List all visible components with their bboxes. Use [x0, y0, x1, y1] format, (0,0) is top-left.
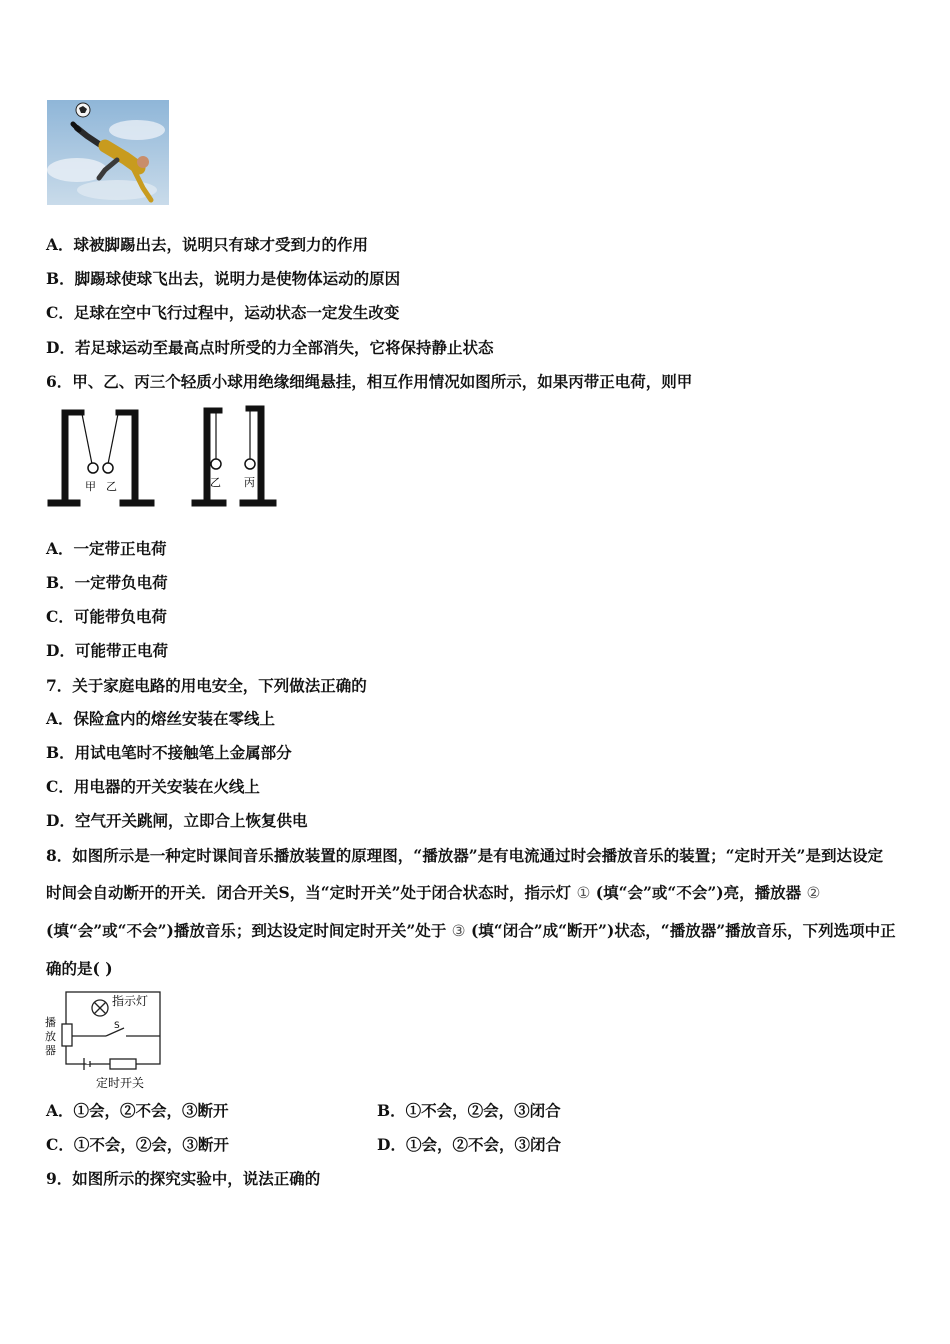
option-b: B．用试电笔时不接触笔上金属部分: [46, 743, 292, 762]
label-bing: 丙: [244, 476, 255, 489]
player-label-1: 播: [45, 1016, 56, 1029]
option-b: B．①不会，②会，③闭合: [377, 1101, 561, 1120]
switch-label: S: [114, 1021, 120, 1031]
label-jia: 甲: [85, 480, 96, 493]
player-label-2: 放: [45, 1030, 56, 1043]
option-c: C．足球在空中飞行过程中，运动状态一定发生改变: [46, 303, 400, 322]
label-yi-2: 乙: [210, 476, 221, 489]
option-c: C．可能带负电荷: [46, 607, 167, 626]
question-6-stem: 6．甲、乙、丙三个轻质小球用绝缘细绳悬挂，相互作用情况如图所示，如果丙带正电荷，则甲: [46, 372, 693, 391]
q8-text-1: 8．如图所示是一种定时课间音乐播放装置的原理图，“播放器”是有电流通过时会播放音乐的装置；“定时开关”是到达设定时间会自动断开的开关．闭合开关S，当“定时开关”处于闭合状态时，指示灯: [46, 846, 883, 902]
lamp-label: 指示灯: [112, 994, 149, 1008]
option-b: B．一定带负电荷: [46, 573, 168, 592]
question-8-stem: [46, 837, 896, 987]
label-yi: 乙: [106, 480, 117, 493]
timer-circuit-diagram: [44, 988, 174, 1092]
question-9-stem: 9．如图所示的探究实验中，说法正确的: [46, 1169, 321, 1188]
option-a: A．保险盒内的熔丝安装在零线上: [46, 709, 276, 728]
blank-2: ②: [806, 884, 821, 902]
option-d: D．①会，②不会，③闭合: [377, 1135, 561, 1154]
option-d: D．可能带正电荷: [46, 641, 168, 660]
option-a: A．①会，②不会，③断开: [46, 1101, 229, 1120]
option-c: C．用电器的开关安装在火线上: [46, 777, 260, 796]
option-b: B．脚踢球使球飞出去，说明力是使物体运动的原因: [46, 269, 401, 288]
question-7-stem: 7．关于家庭电路的用电安全，下列做法正确的: [46, 676, 367, 695]
option-a: A．球被脚踢出去，说明只有球才受到力的作用: [46, 235, 369, 254]
hanging-balls-diagram: [44, 402, 284, 514]
option-d: D．空气开关跳闸，立即合上恢复供电: [46, 811, 308, 830]
q8-text-2: (填“会”或“不会”)亮，播放器: [595, 883, 802, 902]
blank-1: ①: [576, 884, 591, 902]
soccer-photo: [47, 100, 169, 205]
option-c: C．①不会，②会，③断开: [46, 1135, 229, 1154]
q8-text-3: (填“会”或“不会”)播放音乐；到达设定时间定时开关”处于: [46, 921, 447, 940]
q8-text-4: (填“闭合”成“断开”)状态，“播放器”播放音乐，下列选项中正确的是( ): [46, 921, 896, 978]
player-label-3: 器: [45, 1044, 56, 1057]
option-a: A．一定带正电荷: [46, 539, 167, 558]
option-d: D．若足球运动至最高点时所受的力全部消失，它将保持静止状态: [46, 338, 494, 357]
blank-3: ③: [451, 922, 466, 940]
timer-label: 定时开关: [96, 1076, 145, 1090]
